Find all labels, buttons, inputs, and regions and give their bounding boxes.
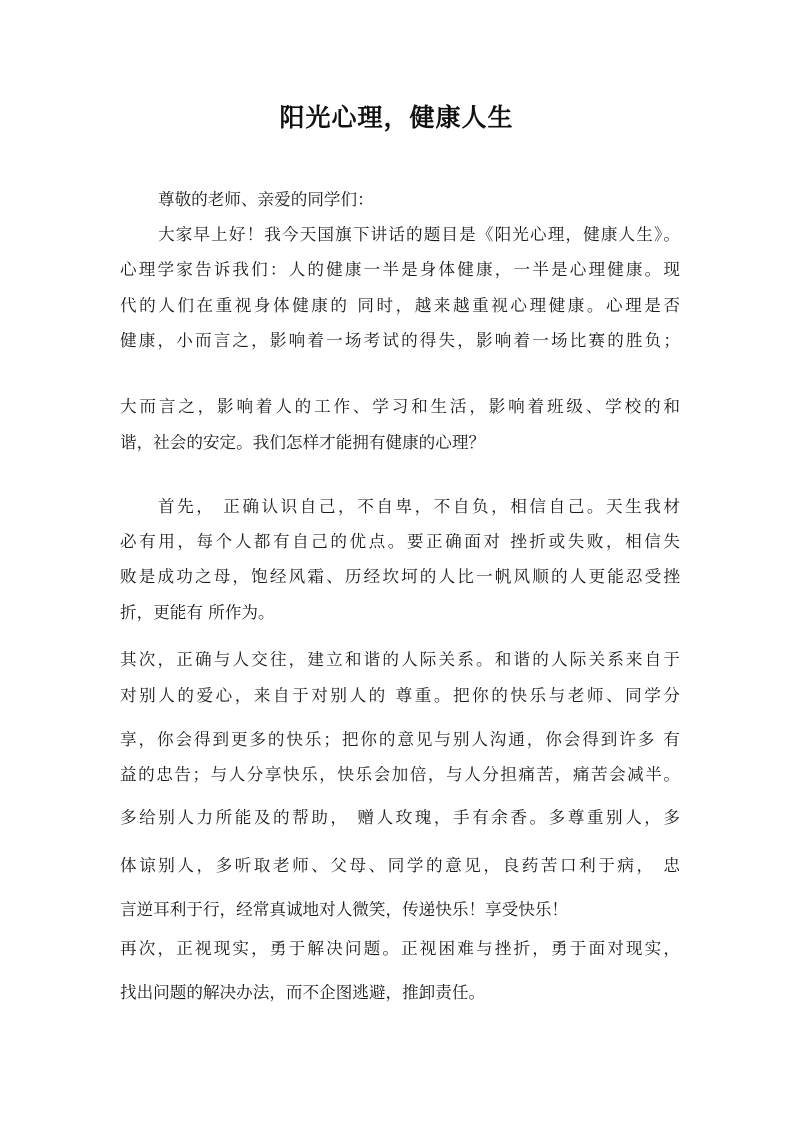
text-line: 体谅别人，多听取老师、父母、同学的意见，良药苦口利于病， 忠 (120, 856, 680, 875)
text-line: 言逆耳利于行，经常真诚地对人微笑，传递快乐！享受快乐！ (120, 900, 569, 919)
text-line: 益的忠告；与人分享快乐，快乐会加倍，与人分担痛苦，痛苦会减半。 (120, 765, 680, 784)
text-line: 谐，社会的安定。我们怎样才能拥有健康的心理？ (120, 433, 486, 452)
text-line: 代的人们在重视身体健康的 同时，越来越重视心理健康。心理是否 (120, 296, 680, 315)
text-line: 多给别人力所能及的帮助， 赠人玫瑰，手有余香。多尊重别人，多 (120, 808, 680, 827)
text-line: 必有用，每个人都有自己的优点。要正确面对 挫折或失败，相信失 (120, 532, 680, 551)
text-line: 健康，小而言之，影响着一场考试的得失，影响着一场比赛的胜负； (120, 331, 680, 350)
text-line: 折，更能有 所作为。 (120, 603, 275, 622)
text-line: 找出问题的解决办法，而不企图逃避，推卸责任。 (120, 983, 486, 1002)
text-line: 大家早上好！我今天国旗下讲话的题目是《阳光心理，健康人生》。 (158, 225, 680, 244)
text-line: 大而言之，影响着人的工作、学习和生活，影响着班级、学校的和 (120, 397, 680, 416)
page-title: 阳光心理，健康人生 (279, 103, 514, 132)
text-line: 享，你会得到更多的快乐；把你的意见与别人沟通，你会得到许多 有 (120, 730, 680, 749)
text-line: 首先， 正确认识自己，不自卑，不自负，相信自己。天生我材 (158, 497, 680, 516)
text-line: 败是成功之母，饱经风霜、历经坎坷的人比一帆风顺的人更能忍受挫 (120, 567, 680, 586)
text-line: 尊敬的老师、亲爱的同学们： (158, 190, 374, 209)
text-line: 其次，正确与人交往，建立和谐的人际关系。和谐的人际关系来自于 (120, 650, 680, 669)
text-line: 再次，正视现实，勇于解决问题。正视困难与挫折，勇于面对现实， (120, 939, 680, 958)
text-line: 对别人的爱心，来自于对别人的 尊重。把你的快乐与老师、同学分 (120, 686, 680, 705)
text-line: 心理学家告诉我们：人的健康一半是身体健康，一半是心理健康。现 (120, 260, 680, 279)
